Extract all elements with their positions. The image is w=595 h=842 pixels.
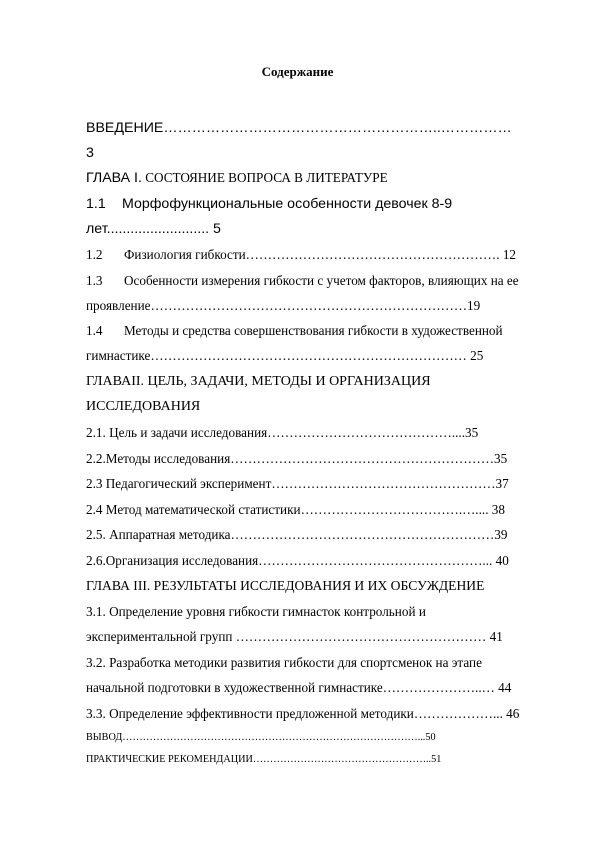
toc-number: 1.2	[86, 247, 103, 262]
toc-chapter-title: СОСТОЯНИЕ ВОПРОСА В ЛИТЕРАТУРЕ	[145, 170, 388, 185]
toc-entry-1-4	[86, 323, 503, 339]
toc-entry-2-6: 2.6.Организация исследования……………………………………………... 40	[86, 553, 509, 568]
toc-chapter-2: ГЛАВАII. ЦЕЛЬ, ЗАДАЧИ, МЕТОДЫ И ОРГАНИЗАЦИЯ	[86, 374, 431, 389]
toc-title: Методы и средства совершенствования гибкости в художественной	[124, 323, 503, 338]
toc-title: Особенности измерения гибкости с учетом факторов, влияющих на ее	[124, 273, 519, 288]
toc-entry-2-5: 2.5. Аппаратная методика……………………………………………………39	[86, 527, 508, 542]
contents-heading: Содержание	[261, 64, 334, 79]
toc-entry-1-1-cont: лет.......................... 5	[86, 221, 221, 237]
toc-entry-1-3	[86, 273, 519, 289]
toc-entry-1-3-cont: проявление………………………………………………………………19	[86, 298, 481, 313]
toc-entry-2-3: 2.3 Педагогический эксперимент……………………………………………37	[86, 476, 509, 491]
toc-entry-2-1: 2.1. Цель и задачи исследования……………………………………....35	[86, 425, 479, 440]
toc-entry-conclusion: ВЫВОД……………………………………………………………………………...50	[86, 732, 436, 743]
toc-number: 1.4	[86, 323, 103, 338]
toc-entry-introduction: ВВЕДЕНИЕ…………………………………………………..……………	[86, 120, 512, 136]
toc-entry-3-1: 3.1. Определение уровня гибкости гимнасток контрольной и	[86, 604, 426, 619]
toc-entry-recommendations: ПРАКТИЧЕСКИЕ РЕКОМЕНДАЦИИ……………………………………………..51	[86, 754, 442, 765]
toc-entry-3-3: 3.3. Определение эффективности предложенной методики………………... 46	[86, 706, 520, 721]
toc-number: 1.3	[86, 273, 103, 288]
toc-entry-3-2-cont: начальной подготовки в художественной гимнастике…………………..… 44	[86, 680, 512, 695]
toc-chapter-3: ГЛАВА III. РЕЗУЛЬТАТЫ ИССЛЕДОВАНИЯ И ИХ ОБСУЖДЕНИЕ	[86, 578, 485, 593]
toc-entry-3-2: 3.2. Разработка методики развития гибкости для спортсменок на этапе	[86, 655, 482, 670]
toc-title: Морфофункциональные особенности девочек 8-9	[122, 196, 453, 212]
toc-title: Физиология гибкости…………………………………………………. 12	[124, 247, 517, 262]
toc-entry-1-4-cont: гимнастике……………………………………………………………… 25	[86, 348, 484, 363]
toc-page-number: 3	[86, 145, 94, 161]
toc-chapter-1	[86, 170, 388, 186]
toc-entry-1-1	[86, 196, 452, 212]
toc-entry-2-4: 2.4 Метод математической статистики……………………………….….... 38	[86, 502, 505, 517]
toc-chapter-2-cont: ИССЛЕДОВАНИЯ	[86, 399, 201, 414]
toc-number: 1.1	[86, 196, 106, 212]
toc-entry-1-2	[86, 247, 516, 263]
toc-entry-2-2: 2.2.Методы исследования……………………………………………………35	[86, 451, 508, 466]
toc-entry-3-1-cont: экспериментальной групп ………………………………………………… 41	[86, 629, 503, 644]
toc-chapter-label: ГЛАВА I.	[86, 170, 142, 186]
